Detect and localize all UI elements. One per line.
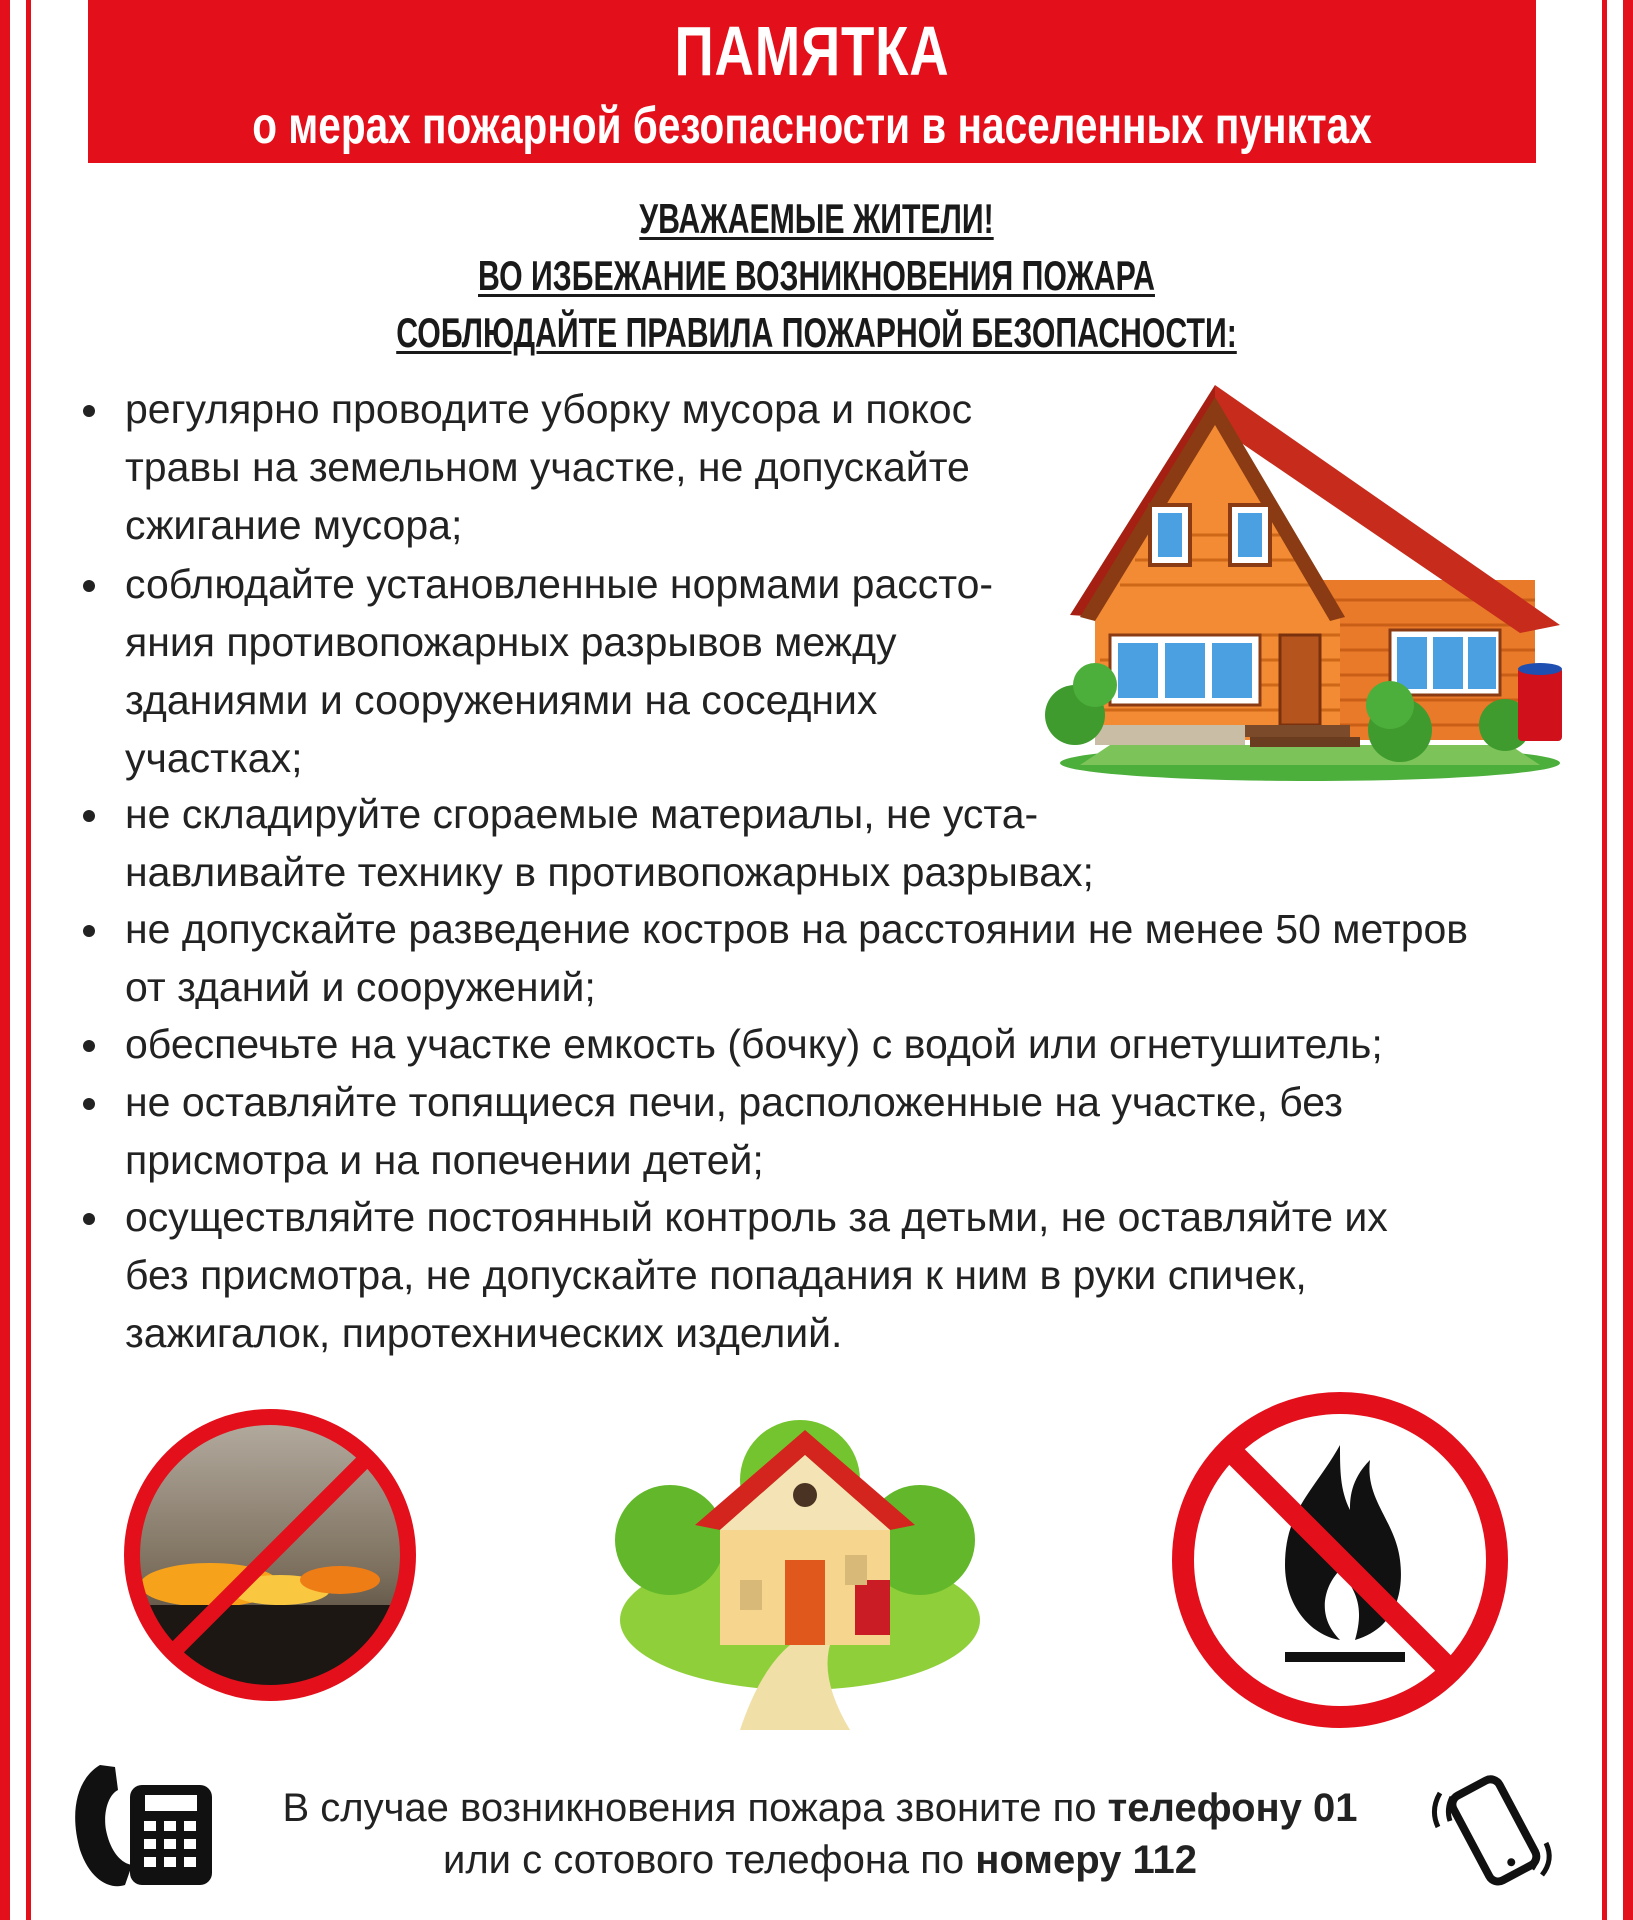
- appeal-line-1: УВАЖАЕМЫЕ ЖИТЕЛИ!: [639, 195, 994, 242]
- rule-item: [125, 900, 1468, 1016]
- rule-line: сжигание мусора;: [125, 502, 463, 548]
- rule-item: [125, 380, 972, 554]
- rule-line: регулярно проводите уборку мусора и покос: [125, 386, 973, 432]
- appeal-block: [0, 190, 1633, 361]
- rule-item: [125, 555, 993, 787]
- emergency-number-01: телефону 01: [1107, 1786, 1358, 1830]
- page-subtitle: о мерах пожарной безопасности в населенных пунктах: [252, 97, 1372, 155]
- rule-line: присмотра и на попечении детей;: [125, 1137, 764, 1183]
- footer-text: или с сотового телефона по: [442, 1838, 976, 1882]
- rule-item: [125, 1188, 1388, 1362]
- appeal-line-3: СОБЛЮДАЙТЕ ПРАВИЛА ПОЖАРНОЙ БЕЗОПАСНОСТИ:: [396, 309, 1237, 356]
- footer-line-2: [200, 1834, 1440, 1886]
- rule-line: травы на земельном участке, не допускайте: [125, 444, 970, 490]
- rule-line: соблюдайте установленные нормами рассто-: [125, 561, 994, 607]
- rule-line: не допускайте разведение костров на расстоянии не менее 50 метров: [125, 906, 1469, 952]
- header-banner: [88, 0, 1536, 163]
- no-grass-burning-icon: [120, 1405, 420, 1705]
- cartoon-house-icon: [590, 1390, 1010, 1730]
- rule-line: осуществляйте постоянный контроль за детьми, не оставляйте их: [125, 1194, 1388, 1240]
- rule-line: навливайте технику в противопожарных разрывах;: [125, 849, 1094, 895]
- rule-line: от зданий и сооружений;: [125, 964, 596, 1010]
- rule-line: не оставляйте топящиеся печи, расположенные на участке, без: [125, 1079, 1343, 1125]
- mobile-phone-icon: [1428, 1765, 1558, 1895]
- no-open-fire-icon: [1165, 1390, 1515, 1730]
- rule-line: участках;: [125, 735, 303, 781]
- footer-text: В случае возникновения пожара звоните по: [282, 1786, 1108, 1830]
- rule-line: без присмотра, не допускайте попадания к ним в руки спичек,: [125, 1252, 1307, 1298]
- rule-line: зажигалок, пиротехнических изделий.: [125, 1310, 843, 1356]
- rule-line: яния противопожарных разрывов между: [125, 619, 897, 665]
- appeal-line-2: ВО ИЗБЕЖАНИЕ ВОЗНИКНОВЕНИЯ ПОЖАРА: [478, 252, 1155, 299]
- footer-line-1: [200, 1782, 1440, 1834]
- rule-line: не складируйте сгораемые материалы, не уста-: [125, 791, 1039, 837]
- page-title: ПАМЯТКА: [674, 12, 950, 90]
- rule-line: зданиями и сооружениями на соседних: [125, 677, 878, 723]
- house-illustration-icon: [1040, 385, 1580, 785]
- rule-line: обеспечьте на участке емкость (бочку) с водой или огнетушитель;: [125, 1021, 1383, 1067]
- rule-item: [125, 785, 1094, 901]
- rule-item: [125, 1015, 1383, 1073]
- emergency-number-112: номеру 112: [975, 1838, 1197, 1882]
- landline-phone-icon: [70, 1755, 220, 1895]
- rule-item: [125, 1073, 1343, 1189]
